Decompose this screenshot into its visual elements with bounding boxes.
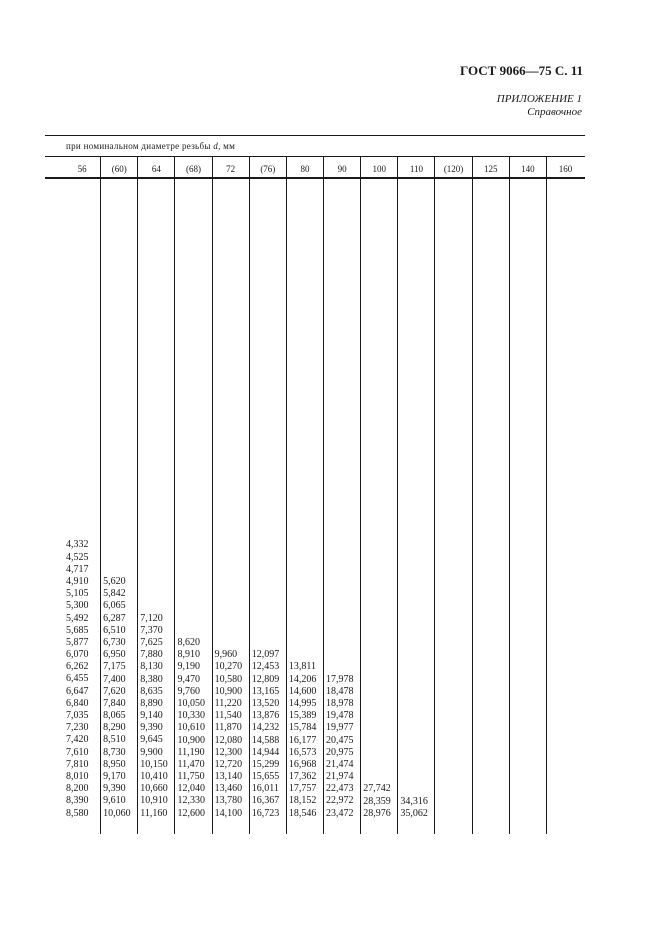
table-cell: 15,784 [288, 722, 317, 734]
top-rule [45, 135, 585, 136]
table-cell: 5,685 [66, 624, 89, 636]
column-header: 110 [409, 164, 423, 174]
table-cell: 4,910 [66, 575, 89, 587]
table-cell: 13,811 [288, 661, 317, 673]
table-cell: 15,299 [251, 758, 280, 770]
column-values [398, 796, 434, 820]
table-cell: 5,105 [66, 588, 89, 600]
table-cell: 16,011 [251, 783, 279, 795]
table-cell: 16,968 [288, 758, 317, 770]
table-cell: 8,635 [140, 685, 163, 697]
table-cell: 7,400 [103, 673, 126, 685]
table-cell: 18,978 [326, 697, 354, 709]
table-cell: 6,455 [66, 673, 89, 685]
table-cell: 6,262 [66, 661, 89, 673]
table-cell: 8,910 [177, 649, 200, 661]
table-cell: 8,200 [66, 783, 89, 795]
table-cell: 9,610 [103, 795, 126, 807]
table-cell: 6,510 [103, 624, 126, 636]
table-cell: 8,950 [103, 758, 126, 770]
table-cell: 16,367 [251, 795, 280, 807]
table-cell: 9,960 [214, 649, 238, 661]
column-header: 56 [77, 164, 87, 174]
table-cell: 12,600 [177, 807, 205, 819]
table-column [361, 157, 398, 834]
caption-unit: , мм [218, 141, 236, 151]
table-cell: 13,876 [251, 710, 280, 722]
table-cell: 9,170 [103, 771, 126, 782]
table-cell: 11,750 [177, 771, 205, 783]
column-header: 140 [521, 164, 535, 174]
table-cell: 16,177 [288, 734, 317, 746]
table-cell: 14,100 [214, 807, 243, 819]
table-cell: 20,475 [326, 734, 354, 746]
column-header: 100 [372, 164, 386, 174]
table-cell: 9,140 [140, 710, 163, 722]
column-header: (120) [443, 164, 464, 174]
caption-text: при номинальном диаметре резьбы [66, 141, 211, 151]
table-cell: 14,600 [288, 685, 317, 697]
table-cell: 7,120 [140, 612, 163, 624]
table-column [473, 157, 510, 834]
table-cell: 8,380 [140, 673, 163, 685]
column-values [138, 613, 174, 820]
table-cell: 10,050 [177, 697, 205, 709]
table-cell: 18,478 [326, 685, 354, 697]
table-cell: 9,645 [140, 734, 163, 746]
table-cell: 18,546 [288, 807, 317, 819]
table-column [436, 157, 473, 834]
table-cell: 11,220 [214, 697, 242, 709]
table-cell: 6,065 [103, 600, 126, 612]
table-cell: 10,900 [177, 734, 205, 746]
table-cell: 12,453 [251, 661, 280, 673]
table-cell: 7,370 [140, 624, 163, 636]
table-column [547, 157, 584, 834]
appendix-subtitle: Справочное [527, 106, 582, 118]
table-column [398, 157, 435, 834]
table-cell: 18,152 [288, 795, 317, 807]
table-column [250, 157, 287, 834]
table-cell: 22,972 [326, 795, 354, 807]
table-cell: 6,950 [103, 649, 126, 661]
table-cell: 7,840 [103, 697, 126, 709]
table-column [287, 157, 324, 834]
column-values [64, 539, 100, 819]
column-values [175, 637, 211, 820]
table-cell: 13,140 [214, 771, 243, 783]
column-header: 125 [483, 164, 498, 174]
table-cell: 19,977 [326, 722, 354, 734]
table-cell: 10,150 [140, 758, 168, 770]
table-cell: 16,573 [288, 746, 317, 758]
table-cell: 8,730 [103, 746, 126, 758]
table-cell: 35,062 [400, 807, 428, 819]
table-cell: 13,780 [214, 795, 243, 807]
column-values [361, 783, 397, 820]
column-header: 90 [337, 164, 347, 174]
table-cell: 12,809 [251, 673, 280, 685]
column-values [213, 649, 249, 820]
table-cell: 28,359 [363, 795, 391, 807]
table-cell: 12,720 [214, 758, 243, 770]
table-cell: 8,890 [140, 697, 163, 709]
table-cell: 5,620 [103, 576, 126, 587]
table-cell: 12,040 [177, 783, 205, 795]
table-cell: 4,332 [66, 539, 89, 551]
table-cell: 9,390 [103, 783, 126, 795]
table-cell: 12,330 [177, 795, 205, 807]
column-values [287, 661, 323, 819]
table-cell: 8,390 [66, 795, 89, 807]
appendix-title: ПРИЛОЖЕНИЕ 1 [496, 93, 582, 105]
column-header: (68) [186, 164, 201, 174]
table-cell: 13,460 [214, 783, 243, 795]
table-cell: 7,035 [66, 710, 89, 722]
table-cell: 8,065 [103, 710, 126, 722]
table-cell: 7,620 [103, 685, 126, 697]
caption-variable: d [213, 141, 219, 151]
table-cell: 5,492 [66, 612, 89, 624]
table-cell: 11,470 [177, 758, 205, 770]
table-column [213, 157, 250, 834]
table-cell: 8,130 [140, 661, 163, 673]
table-cell: 14,944 [251, 746, 280, 758]
table-cell: 21,474 [326, 758, 354, 770]
table-cell: 11,870 [214, 722, 242, 734]
table-cell: 13,165 [251, 685, 280, 697]
table-cell: 6,730 [103, 636, 126, 648]
table-cell: 10,410 [140, 771, 168, 783]
table-cell: 6,647 [66, 685, 89, 697]
table-cell: 7,175 [103, 661, 126, 673]
table-cell: 10,580 [214, 673, 243, 685]
table-cell: 10,060 [103, 807, 131, 819]
table-cell: 14,232 [251, 722, 280, 734]
table-cell: 8,580 [66, 807, 89, 819]
table-column [175, 157, 212, 834]
table-cell: 10,910 [140, 795, 168, 807]
table-cell: 12,300 [214, 746, 243, 758]
table-cell: 7,230 [66, 722, 89, 734]
table-cell: 23,472 [326, 807, 354, 819]
table-cell: 7,625 [140, 636, 163, 648]
table-cell: 6,287 [103, 612, 126, 624]
table-cell: 10,660 [140, 783, 168, 795]
table-cell: 34,316 [400, 795, 428, 807]
column-header: (60) [111, 164, 127, 174]
table-cell: 5,877 [66, 636, 89, 648]
table-cell: 9,190 [177, 661, 200, 673]
table-cell: 10,610 [177, 722, 205, 734]
column-header: (76) [260, 164, 276, 174]
table-caption [66, 141, 235, 151]
table-cell: 13,520 [251, 697, 280, 709]
table-cell: 9,760 [177, 685, 200, 697]
table-cell: 4,525 [66, 551, 89, 563]
table-cell: 27,742 [363, 783, 391, 795]
table-cell: 5,300 [66, 600, 89, 612]
table-cell: 9,390 [140, 722, 163, 734]
table-cell: 8,010 [66, 770, 89, 782]
appendix-label [497, 93, 582, 119]
table-column [324, 157, 361, 834]
table-cell: 10,270 [214, 661, 243, 673]
table-cell: 9,470 [177, 673, 200, 685]
column-values [324, 674, 360, 820]
table-cell: 28,976 [363, 807, 391, 819]
table-cell: 11,540 [214, 710, 242, 722]
table-cell: 8,290 [103, 722, 126, 734]
column-header: 64 [151, 164, 161, 174]
table-cell: 16,723 [251, 807, 280, 819]
column-header: 160 [558, 164, 573, 174]
table-cell: 15,655 [251, 771, 280, 783]
table-cell: 15,389 [288, 710, 317, 722]
column-values [101, 576, 137, 820]
table-cell: 11,160 [140, 807, 168, 819]
page-header: ГОСТ 9066—75 С. 11 [460, 63, 583, 78]
table-cell: 8,620 [177, 637, 200, 648]
table-cell: 17,362 [288, 771, 317, 783]
table-cell: 10,330 [177, 710, 205, 722]
table-cell: 12,080 [214, 734, 243, 746]
table-cell: 5,842 [103, 588, 126, 600]
table-cell: 22,473 [326, 783, 354, 795]
table-cell: 20,975 [326, 746, 354, 758]
table-cell: 7,610 [66, 746, 89, 758]
table-cell: 17,757 [288, 783, 317, 795]
table-column [510, 157, 547, 834]
column-header: 80 [300, 164, 310, 174]
table-cell: 7,810 [66, 758, 89, 770]
column-values [250, 649, 286, 820]
table-cell: 7,420 [66, 734, 89, 746]
table-cell: 12,097 [251, 649, 280, 661]
table-cell: 14,588 [251, 734, 280, 746]
table-cell: 21,974 [326, 771, 354, 783]
table-cell: 17,978 [326, 673, 354, 685]
table-cell: 6,840 [66, 697, 89, 709]
table-cell: 4,717 [66, 563, 89, 575]
table-column [138, 157, 175, 834]
table-cell: 14,995 [288, 697, 317, 709]
table-cell: 6,070 [66, 649, 89, 661]
table-cell: 14,206 [288, 673, 317, 685]
table-cell: 10,900 [214, 685, 243, 697]
table-cell: 9,900 [140, 746, 163, 758]
column-header: 72 [226, 164, 236, 174]
table-cell: 8,510 [103, 734, 126, 746]
table-cell: 7,880 [140, 649, 163, 661]
table-column [101, 157, 138, 834]
table-column [64, 157, 101, 834]
table-cell: 11,190 [177, 746, 205, 758]
table-cell: 19,478 [326, 710, 354, 722]
